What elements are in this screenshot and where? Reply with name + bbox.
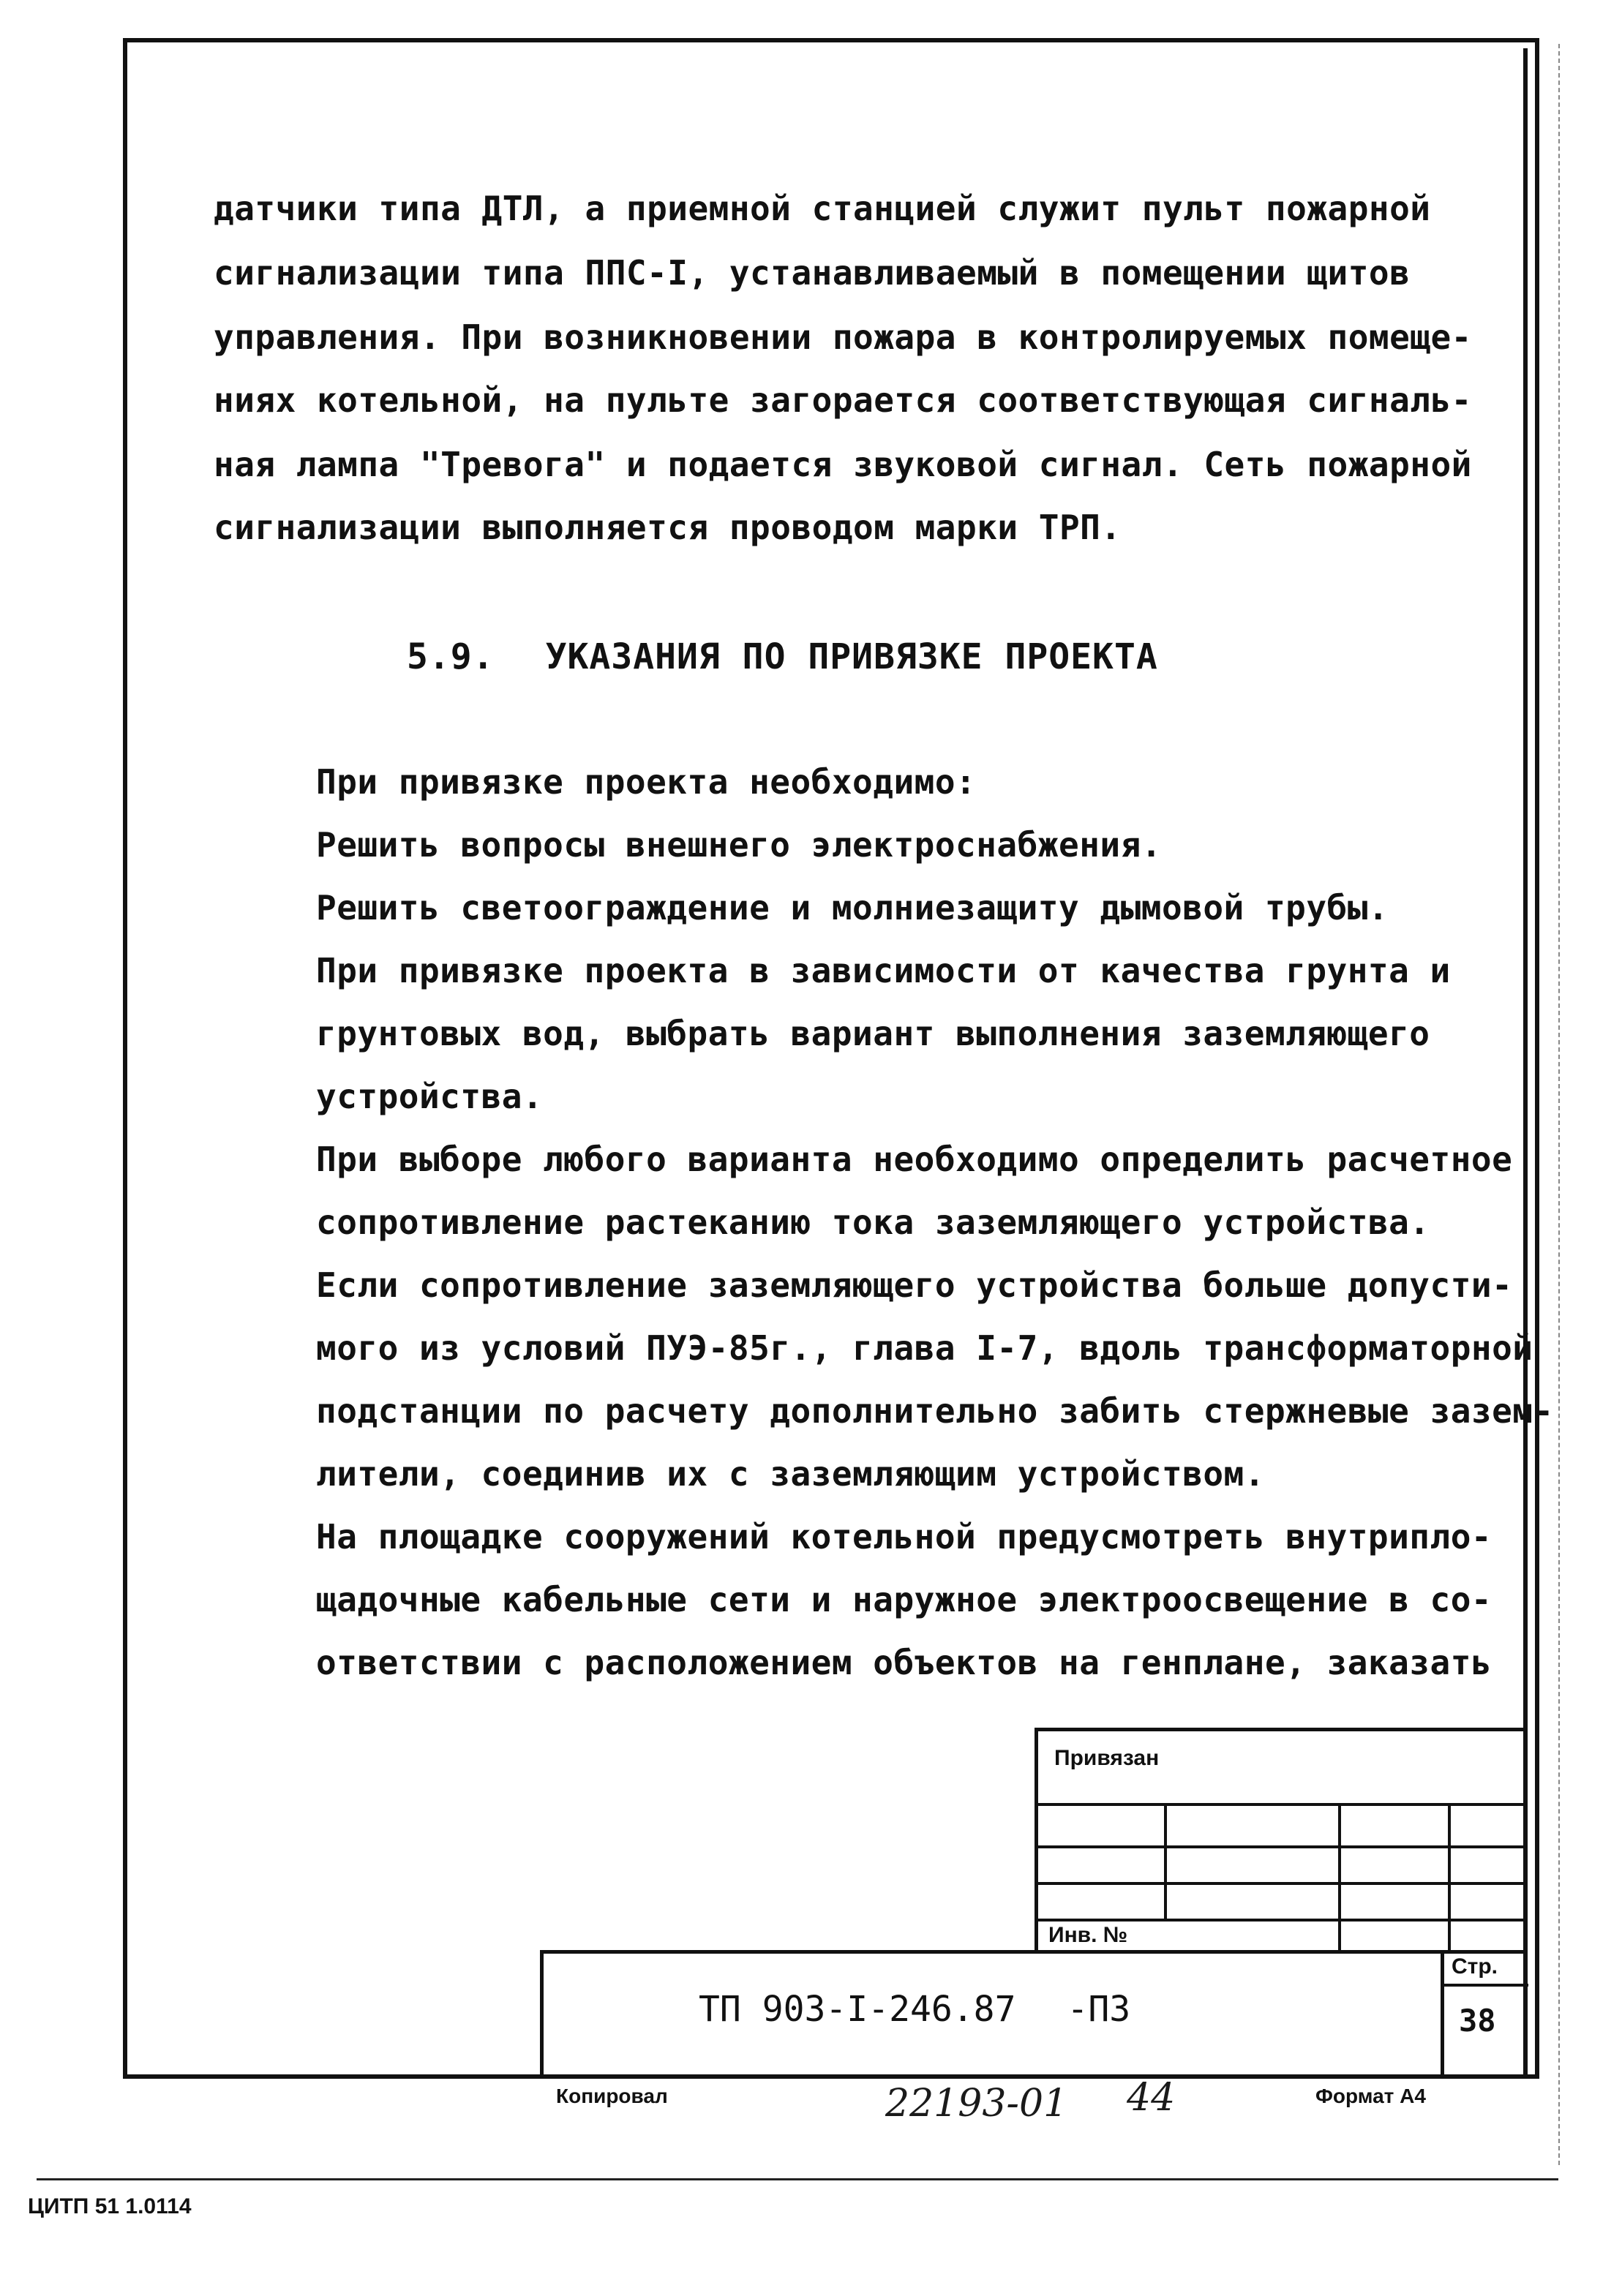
stamp-col-line: [1338, 1803, 1341, 1954]
text-line: устройства.: [316, 1077, 544, 1116]
stamp-col-line: [1448, 1803, 1451, 1954]
copied-by-label: Копировал: [556, 2085, 668, 2107]
document-code: [699, 1989, 1130, 2030]
text-line: управления. При возникновении пожара в контролируемых помеще-: [214, 317, 1472, 357]
text-line: мого из условий ПУЭ-85г., глава I-7, вдоль трансформаторной: [316, 1328, 1533, 1368]
binding-stamp-table: [1035, 1728, 1525, 1950]
order-number: 22193-01: [885, 2082, 1068, 2126]
text-line: ответствии с расположением объектов на генплане, заказать: [316, 1643, 1493, 1682]
title-block: [540, 1950, 1525, 2079]
page-number: 38: [1459, 2003, 1496, 2039]
stamp-row-line: [1038, 1803, 1525, 1806]
sheet-number: 44: [1127, 2076, 1176, 2120]
page-cell-divider: [1444, 1984, 1528, 1987]
section-number: 5.9.: [407, 636, 495, 677]
inventory-number-label: Инв. №: [1048, 1923, 1128, 1947]
page-cell: [1441, 1950, 1528, 2079]
text-line: На площадке сооружений котельной предусмотреть внутрипло-: [316, 1517, 1493, 1557]
text-line: датчики типа ДТЛ, а приемной станцией служит пульт пожарной: [214, 189, 1431, 228]
stamp-row-line: [1038, 1919, 1525, 1922]
text-line: Если сопротивление заземляющего устройства больше допусти-: [316, 1265, 1513, 1305]
document-code-suffix: -ПЗ: [1067, 1989, 1131, 2030]
section-title: УКАЗАНИЯ ПО ПРИВЯЗКЕ ПРОЕКТА: [545, 636, 1158, 677]
text-line: ниях котельной, на пульте загорается соответствующая сигналь-: [214, 380, 1472, 420]
page-label: Стр.: [1452, 1954, 1498, 1979]
text-line: сигнализации типа ППС-I, устанавливаемый в помещении щитов: [214, 253, 1411, 293]
text-line: Решить светоограждение и молниезащиту дымовой трубы.: [316, 888, 1389, 927]
text-line: щадочные кабельные сети и наружное электроосвещение в со-: [316, 1580, 1493, 1619]
stamp-row-line: [1038, 1845, 1525, 1848]
bottom-rule: [37, 2178, 1558, 2180]
text-line: сопротивление растеканию тока заземляющего устройства.: [316, 1202, 1430, 1242]
text-line: грунтовых вод, выбрать вариант выполнения заземляющего: [316, 1014, 1430, 1053]
text-line: подстанции по расчету дополнительно забить стержневые зазем-: [316, 1391, 1554, 1431]
text-line: Решить вопросы внешнего электроснабжения.: [316, 825, 1162, 865]
text-line: ная лампа "Тревога" и подается звуковой сигнал. Сеть пожарной: [214, 445, 1472, 484]
stamp-row-line: [1038, 1882, 1525, 1885]
text-line: лители, соединив их с заземляющим устройством.: [316, 1454, 1265, 1494]
document-code-main: ТП 903-I-246.87: [699, 1989, 1016, 2030]
text-line: При выборе любого варианта необходимо определить расчетное: [316, 1140, 1513, 1179]
format-label: Формат А4: [1315, 2085, 1426, 2107]
section-heading: [407, 636, 1158, 677]
stamp-col-line: [1164, 1803, 1167, 1919]
text-line: При привязке проекта в зависимости от качества грунта и: [316, 951, 1451, 990]
privyazan-label: Привязан: [1054, 1746, 1160, 1770]
printer-mark: ЦИТП 51 1.0114: [28, 2194, 192, 2218]
text-line: При привязке проекта необходимо:: [316, 762, 977, 802]
text-line: сигнализации выполняется проводом марки ТРП.: [214, 508, 1122, 547]
trim-line: [1558, 44, 1561, 2165]
